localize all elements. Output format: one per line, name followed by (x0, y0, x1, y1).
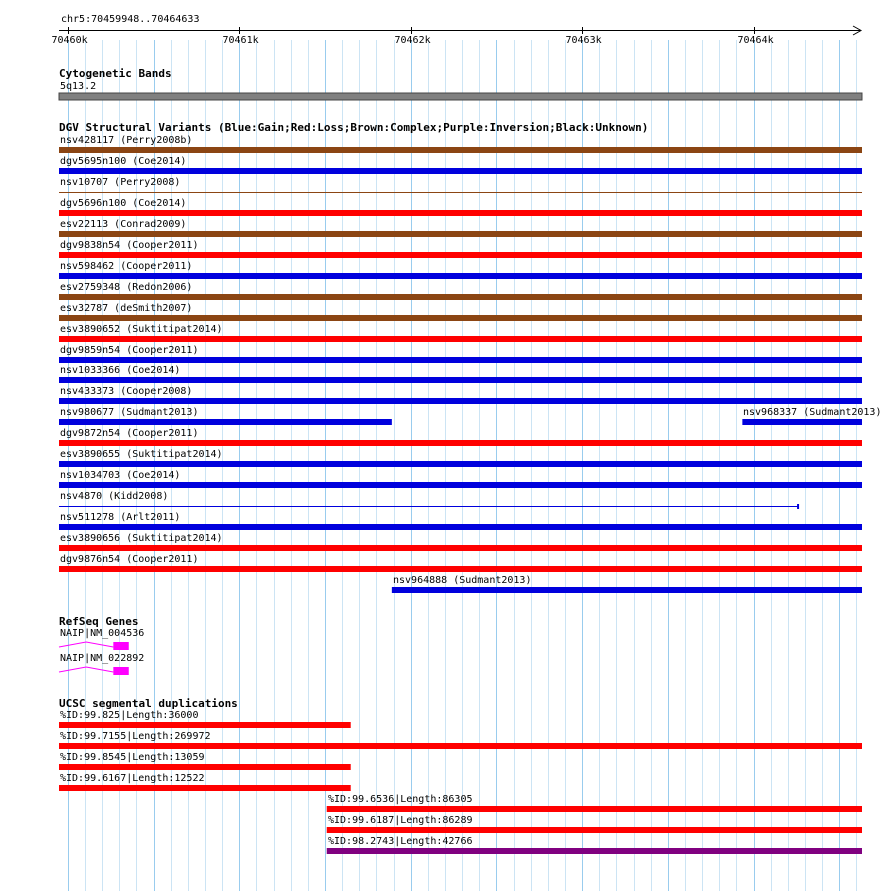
segdup-feature[interactable] (59, 722, 351, 728)
sv-label: nsv1034703 (Coe2014) (60, 470, 181, 481)
sv-label: esv32787 (deSmith2007) (60, 303, 193, 314)
segdup-label: %ID:99.825|Length:36000 (60, 710, 199, 721)
segdup-label: %ID:99.6187|Length:86289 (328, 815, 473, 826)
ruler-tick-label: 70462k (394, 35, 431, 46)
sv-feature[interactable] (59, 482, 862, 488)
sv-label: nsv4870 (Kidd2008) (60, 491, 169, 502)
ruler-tick-label: 70464k (737, 35, 774, 46)
segdup-feature[interactable] (327, 827, 862, 833)
gene-intron[interactable] (59, 642, 113, 647)
sv-label: esv2759348 (Redon2006) (60, 282, 193, 293)
cytoband[interactable] (59, 93, 862, 100)
segdup-feature[interactable] (327, 848, 862, 854)
gene-label: NAIP|NM_022892 (60, 653, 145, 664)
sv-label: nsv964888 (Sudmant2013) (393, 575, 532, 586)
sv-feature[interactable] (59, 252, 862, 258)
sv-feature[interactable] (59, 566, 862, 572)
sv-label: nsv428117 (Perry2008b) (60, 135, 193, 146)
sv-label: nsv433373 (Cooper2008) (60, 386, 193, 397)
gene-intron[interactable] (59, 667, 113, 672)
sv-label: dgv5695n100 (Coe2014) (60, 156, 187, 167)
sv-label: esv3890652 (Suktitipat2014) (60, 324, 223, 335)
sv-label: nsv1033366 (Coe2014) (60, 365, 181, 376)
sv-label: nsv980677 (Sudmant2013) (60, 407, 199, 418)
ruler-tick-label: 70463k (565, 35, 602, 46)
segdup-feature[interactable] (59, 785, 351, 791)
sv-feature[interactable] (59, 440, 862, 446)
sv-label: dgv9838n54 (Cooper2011) (60, 240, 199, 251)
sv-feature[interactable] (59, 168, 862, 174)
sv-feature[interactable] (59, 231, 862, 237)
sv-feature[interactable] (59, 315, 862, 321)
segdup-label: %ID:99.7155|Length:269972 (60, 731, 211, 742)
sv-feature[interactable] (59, 147, 862, 153)
sv-feature[interactable] (59, 192, 862, 193)
sv-label: nsv511278 (Arlt2011) (60, 512, 181, 523)
sv-feature[interactable] (59, 336, 862, 342)
sv-feature[interactable] (59, 545, 862, 551)
sv-label: nsv598462 (Cooper2011) (60, 261, 193, 272)
sv-feature[interactable] (59, 357, 862, 363)
sv-feature[interactable] (59, 377, 862, 383)
segdup-label: %ID:98.2743|Length:42766 (328, 836, 473, 847)
sv-label: nsv10707 (Perry2008) (60, 177, 181, 188)
sv-feature[interactable] (742, 419, 862, 425)
sv-feature[interactable] (59, 524, 862, 530)
gene-exon[interactable] (113, 667, 128, 675)
sv-label: dgv9876n54 (Cooper2011) (60, 554, 199, 565)
cytoband-label: 5q13.2 (60, 81, 97, 92)
segdup-label: %ID:99.6536|Length:86305 (328, 794, 473, 805)
track-title-refseq: RefSeq Genes (59, 615, 139, 628)
segdup-feature[interactable] (59, 764, 351, 770)
sv-label: dgv9859n54 (Cooper2011) (60, 345, 199, 356)
sv-feature[interactable] (59, 210, 862, 216)
track-title-cytobands: Cytogenetic Bands (59, 67, 172, 80)
segdup-feature[interactable] (59, 743, 862, 749)
gene-label: NAIP|NM_004536 (60, 628, 145, 639)
sv-label: dgv9872n54 (Cooper2011) (60, 428, 199, 439)
sv-feature[interactable] (59, 398, 862, 404)
track-title-segdups: UCSC segmental duplications (59, 697, 238, 710)
segdup-label: %ID:99.8545|Length:13059 (60, 752, 205, 763)
segdup-feature[interactable] (327, 806, 862, 812)
sv-label: esv22113 (Conrad2009) (60, 219, 187, 230)
sv-label: esv3890656 (Suktitipat2014) (60, 533, 223, 544)
sv-feature[interactable] (59, 294, 862, 300)
sv-feature[interactable] (59, 506, 798, 507)
sv-label: nsv968337 (Sudmant2013) (743, 407, 882, 418)
ruler-tick-label: 70460k (51, 35, 88, 46)
sv-label: dgv5696n100 (Coe2014) (60, 198, 187, 209)
track-title-dgv: DGV Structural Variants (Blue:Gain;Red:Loss;Brown:Complex;Purple:Inversion;Black:Unknown) (59, 121, 649, 134)
sv-feature[interactable] (59, 461, 862, 467)
segdup-label: %ID:99.6167|Length:12522 (60, 773, 205, 784)
sv-label: esv3890655 (Suktitipat2014) (60, 449, 223, 460)
sv-feature[interactable] (392, 587, 862, 593)
sv-endcap (797, 504, 799, 509)
sv-feature[interactable] (59, 273, 862, 279)
region-label: chr5:70459948..70464633 (61, 14, 200, 25)
ruler-tick-label: 70461k (222, 35, 259, 46)
gene-exon[interactable] (113, 642, 128, 650)
sv-feature[interactable] (59, 419, 392, 425)
